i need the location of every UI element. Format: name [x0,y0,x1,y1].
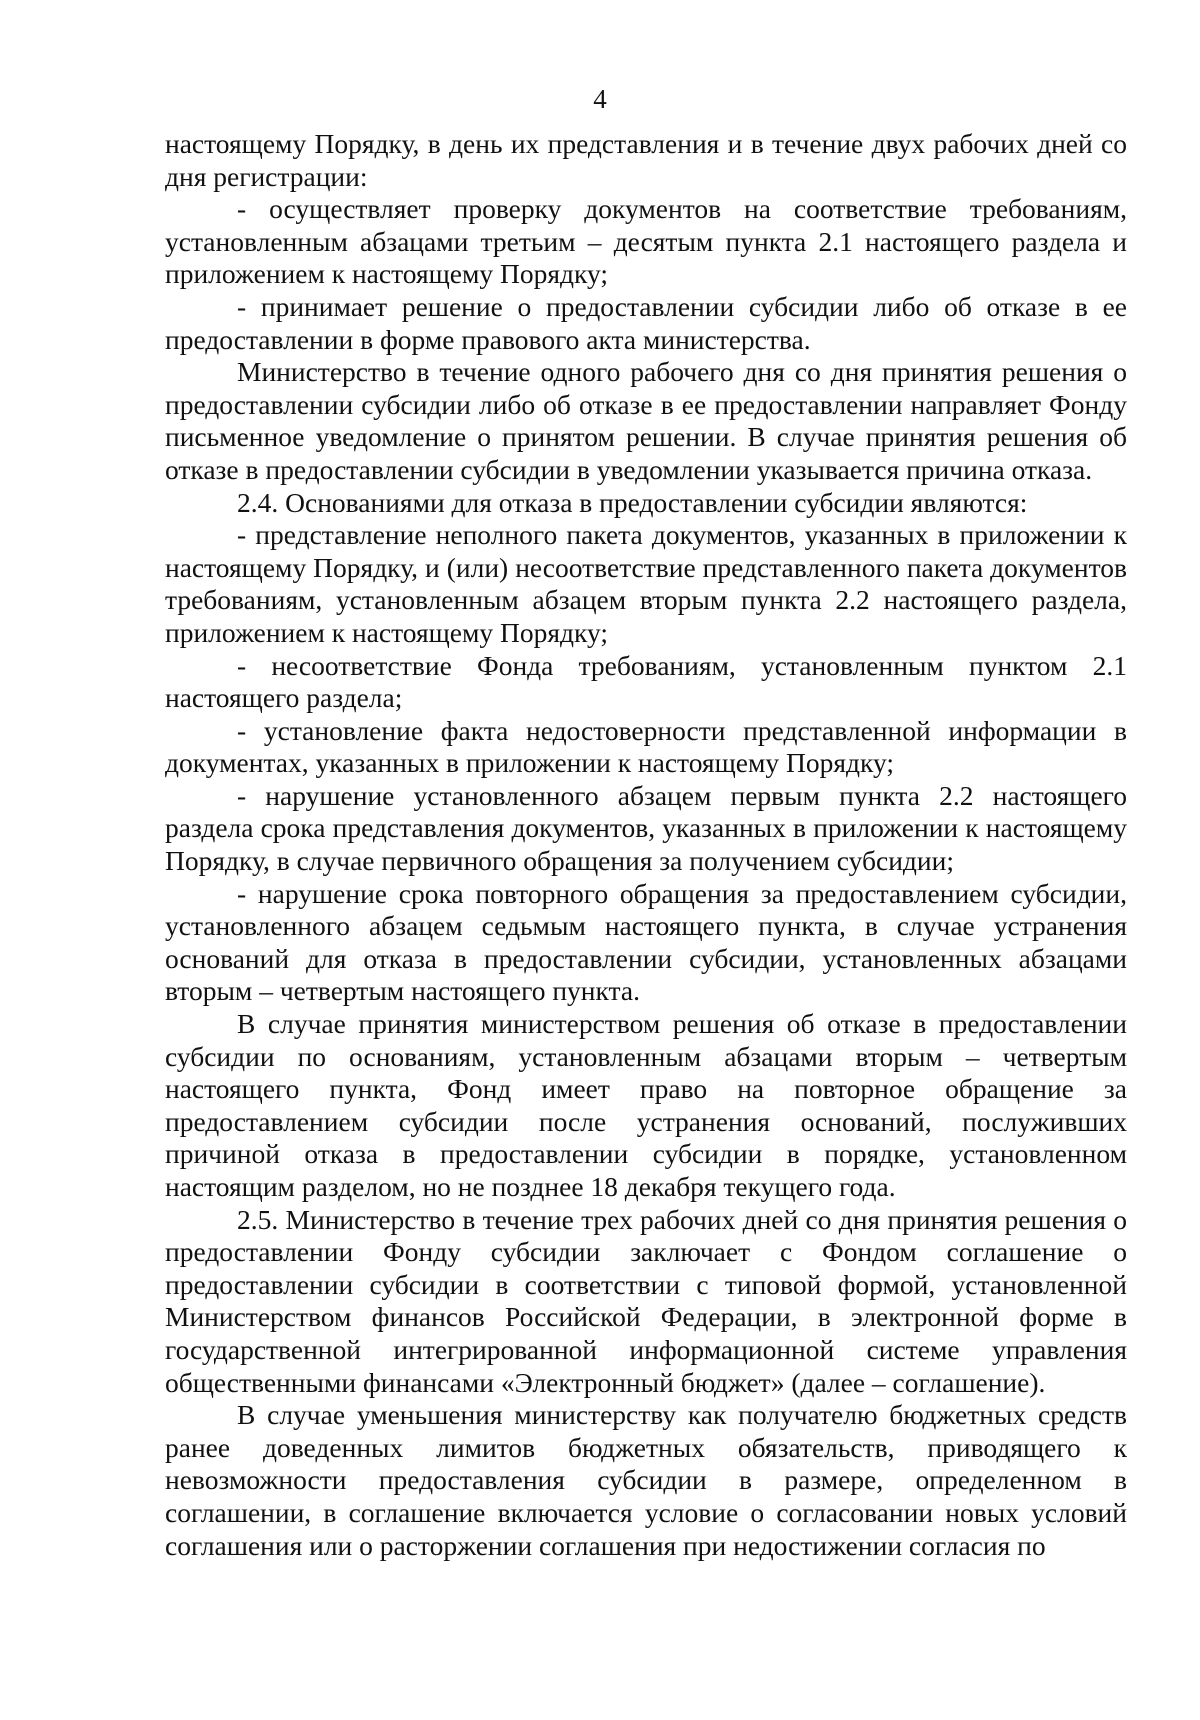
paragraph-limits-reduction: В случае уменьшения министерству как получателю бюджетных средств ранее доведенных лимитов бюджетных обязательств, приводящего к невозможности предоставления субсидии в размере, определенном в соглашении, в соглашение включается условие о согласовании новых условий соглашения или о расторжении соглашения при недостижении согласия по [165,1399,1127,1561]
paragraph-2-4-heading: 2.4. Основаниями для отказа в предоставлении субсидии являются: [237,486,1028,518]
paragraph-repeat-deadline: - нарушение срока повторного обращения за предоставлением субсидии, установленного абзацем седьмым настоящего пункта, в случае устранения оснований для отказа в предоставлении субсидии, установленных абзацами вторым – четвертым настоящего пункта. [165,877,1127,1007]
paragraph-incomplete-package: - представление неполного пакета документов, указанных в приложении к настоящему Порядку, и (или) несоответствие представленного пакета документов требованиям, установленным абзацем вторым пункта 2.2 настоящего раздела, приложением к настоящему Порядку; [165,519,1127,648]
paragraph-deadline-violation: - нарушение установленного абзацем первым пункта 2.2 настоящего раздела срока представления документов, указанных в приложении к настоящему Порядку, в случае первичного обращения за получением субсидии; [165,779,1127,877]
paragraph-decision: - принимает решение о предоставлении субсидии либо об отказе в ее предоставлении в форме правового акта министерства. [165,290,1127,355]
paragraph-check-documents: - осуществляет проверку документов на соответствие требованиям, установленным абзацами третьим – десятым пункта 2.1 настоящего раздела и приложением к настоящему Порядку; [165,193,1127,290]
paragraph-notification: Министерство в течение одного рабочего дня со дня принятия решения о предоставлении субсидии либо об отказе в ее предоставлении направляет Фонду письменное уведомление о принятом решении. В случае принятия решения об отказе в предоставлении субсидии в уведомлении указывается причина отказа. [165,356,1127,485]
paragraph-repeat-application: В случае принятия министерством решения об отказе в предоставлении субсидии по основаниям, установленным абзацами вторым – четвертым настоящего пункта, Фонд имеет право на повторное обращение за предоставлением субсидии после устранения оснований, послуживших причиной отказа в предоставлении субсидии в порядке, установленном настоящим разделом, но не позднее 18 декабря текущего года. [165,1008,1127,1202]
document-body [165,128,1127,1562]
paragraph-inaccurate-info: - установление факта недостоверности представленной информации в документах, указанных в приложении к настоящему Порядку; [165,714,1127,779]
paragraph-continuation: настоящему Порядку, в день их представления и в течение двух рабочих дней со дня регистрации: [165,128,1127,192]
paragraph-fund-mismatch: - несоответствие Фонда требованиям, установленным пунктом 2.1 настоящего раздела; [165,649,1127,714]
paragraph-2-5-agreement: 2.5. Министерство в течение трех рабочих дней со дня принятия решения о предоставлении Фонду субсидии заключает с Фондом соглашение о предоставлении субсидии в соответствии с типовой формой, установленной Министерством финансов Российской Федерации, в электронной форме в государственной интегрированной информационной системе управления общественными финансами «Электронный бюджет» (далее – соглашение). [165,1203,1127,1398]
page-number: 4 [593,84,607,114]
